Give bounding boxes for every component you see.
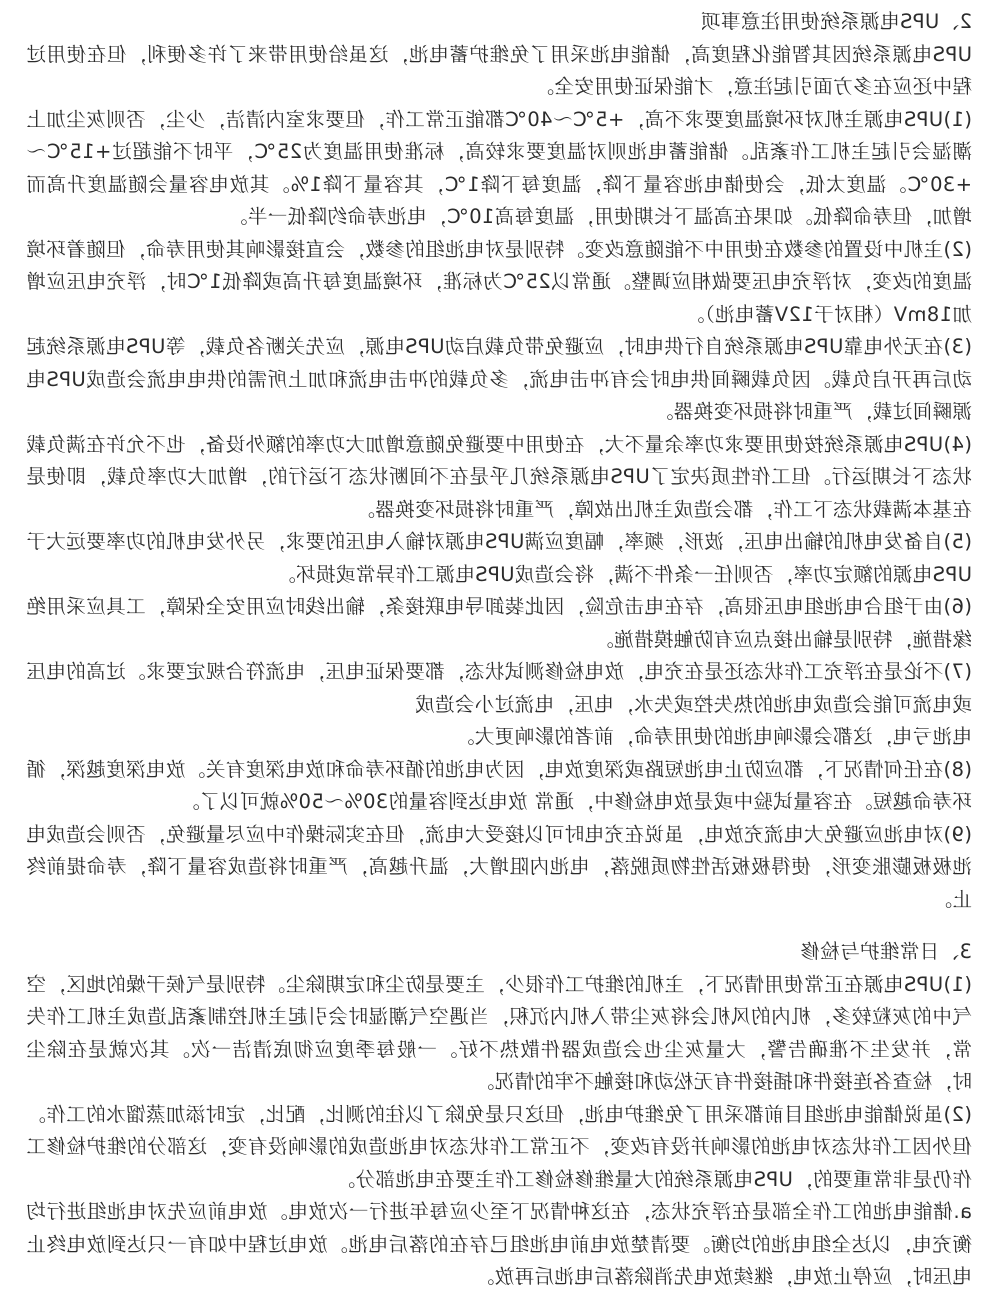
section-2-item-7-cont: 电池亏电，这都会影响电池的使用寿命，前者的影响更大。 [454, 725, 972, 748]
section-2-item-4: (4)UPS电源系统按使用要求功率余量不大，在使用中要避免随意增加大功率的额外设备，也不允许在满负载状态下长期运行。但工作性质决定了UPS电源系统几乎是在不间断状态下运行的，增加大功率负载，即使是在基本满载状态下工作，都会造成主机出故障，严重时将损坏变换器。 [26, 432, 972, 521]
section-2-item-8: (8)在任何情况下，都应防止电池短路或深度放电，因为电池的循环寿命和放电深度有关。放电深度越深，循环寿命越短。在容量试验中或是放电检修中，通常 放电达到容量的30%～50%就可以了。 [26, 757, 972, 813]
section-2-intro: UPS电源系统因其智能化程度高，储能电池采用了免维护蓄电池，这虽给使用带来了许多便利，但在使用过程中还应在多方面引起注意，才能保证使用安全。 [26, 42, 972, 98]
section-gap [26, 916, 972, 936]
section-2-item-6: (6)由于组合电池组电压很高，存在电击危险，因此装卸导电联接条，输出线时应用安全保障，工具应采用绝缘措施，特别是输出接点应有防触摸措施。 [26, 595, 972, 651]
section-2-item-1: (1)UPS电源主机对环境温度要求不高，+5℃～40℃都能正常工作，但要求室内清洁，少尘，否则灰尘加上潮湿会引起主机工作紊乱。储能蓄电池则对温度要求较高，标准使用温度为25℃，平时不能超过+15℃～+30℃。温度太低，会使储电池容量下降，温度每下降1℃，其容量下降1%。其放电容量会随温度升高而增加，但寿命降低。如果在高温下长期使用，温度每高10℃，电池寿命约降低一半。 [26, 107, 972, 228]
document-body [26, 6, 972, 1294]
section-2-item-3: (3)在无外电靠UPS电源系统自行供电时，应避免带负载启动UPS电源，应先关断各负载，等UPS电源系统起动后再开启负载。因负载瞬间供电时会有冲击电流，多负载的冲击电流和加上所需的供电电流会造成UPS电源瞬间过载，严重时将损坏变换器。 [26, 335, 972, 423]
section-3-heading: 3、日常维护与检修 [799, 940, 972, 963]
section-2-item-9: (9)对电池应避免大电流充放电，虽说在充电时可以接受大电流，但在实际操作中应尽量避免，否则会造成电池极板膨胀变形，使得极板活性物质脱落，电池内阻增大，温升越高，严重时将造成容量下降，寿命提前终止。 [26, 822, 972, 911]
section-3-item-a: a.储能电池的工作全部是在浮充状态，在这种情况下至少应每年进行一次放电。放电前应先对电池组进行均衡充电，以达全组电池的均衡。要清楚放电前电池组已存在的落后电池。放电过程中如有一只达到放电终止电压时，应停止放电，继续放电先消除落后电池后再放。 [26, 1200, 972, 1288]
section-3-item-2: (2)虽说储能电池组目前都采用了免维护电池，但这只是免除了以往的测比，配比，定时添加蒸馏水的工作。但外因工作状态对电池的影响并没有改变，不正常工作状态对电池造成的影响没有变，这部分的维护检修工作仍是非常重要的，UPS电源系统的大量维修检修工作主要在电池部分。 [26, 1102, 972, 1191]
section-2-item-2: (2)主机中设置的参数在使用中不能随意改变。特别是对电池组的参数，会直接影响其使用寿命，但随着环境温度的改变，对浮充电压要做相应调整。通常以25℃为标准，环境温度每升高或降低1℃时，浮充电压应增加18mV（相对于12V蓄电池）。 [26, 237, 972, 326]
section-3-item-1: (1)UPS电源在正常使用情况下，主机的维护工作很少，主要是防尘和定期除尘。特别是气候干燥的地区，空气中的灰粒较多，机内的风机会将灰尘带入机内沉积，当遇空气潮湿时会引起主机控制紊乱造成主机工作失常，并发生不准确告警，大量灰尘也会造成器件散热不好。一般每季度应彻底清洁一次。其次就是在除尘时，检查各连接件和插接件有无松动和接触不牢的情况。 [26, 972, 972, 1093]
section-2-heading: 2、UPS电源系统使用注意事项 [700, 10, 972, 33]
section-2-item-7: (7)不论是在浮充工作状态还是在充电，放电检修测试状态，都要保证电压，电流符合规定要求。过高的电压或电流可能会造成电池的热失控或失水，电压，电流过小会造成 [26, 660, 972, 716]
section-2-item-5: (5)自备发电机的输出电压，波形，频率，幅度应满UPS电源对输入电压的要求，另外发电机的功率要远大于UPS电源的额定功率，否则任一条件不满，将会造成UPS电源工作异常或损坏。 [26, 530, 972, 586]
